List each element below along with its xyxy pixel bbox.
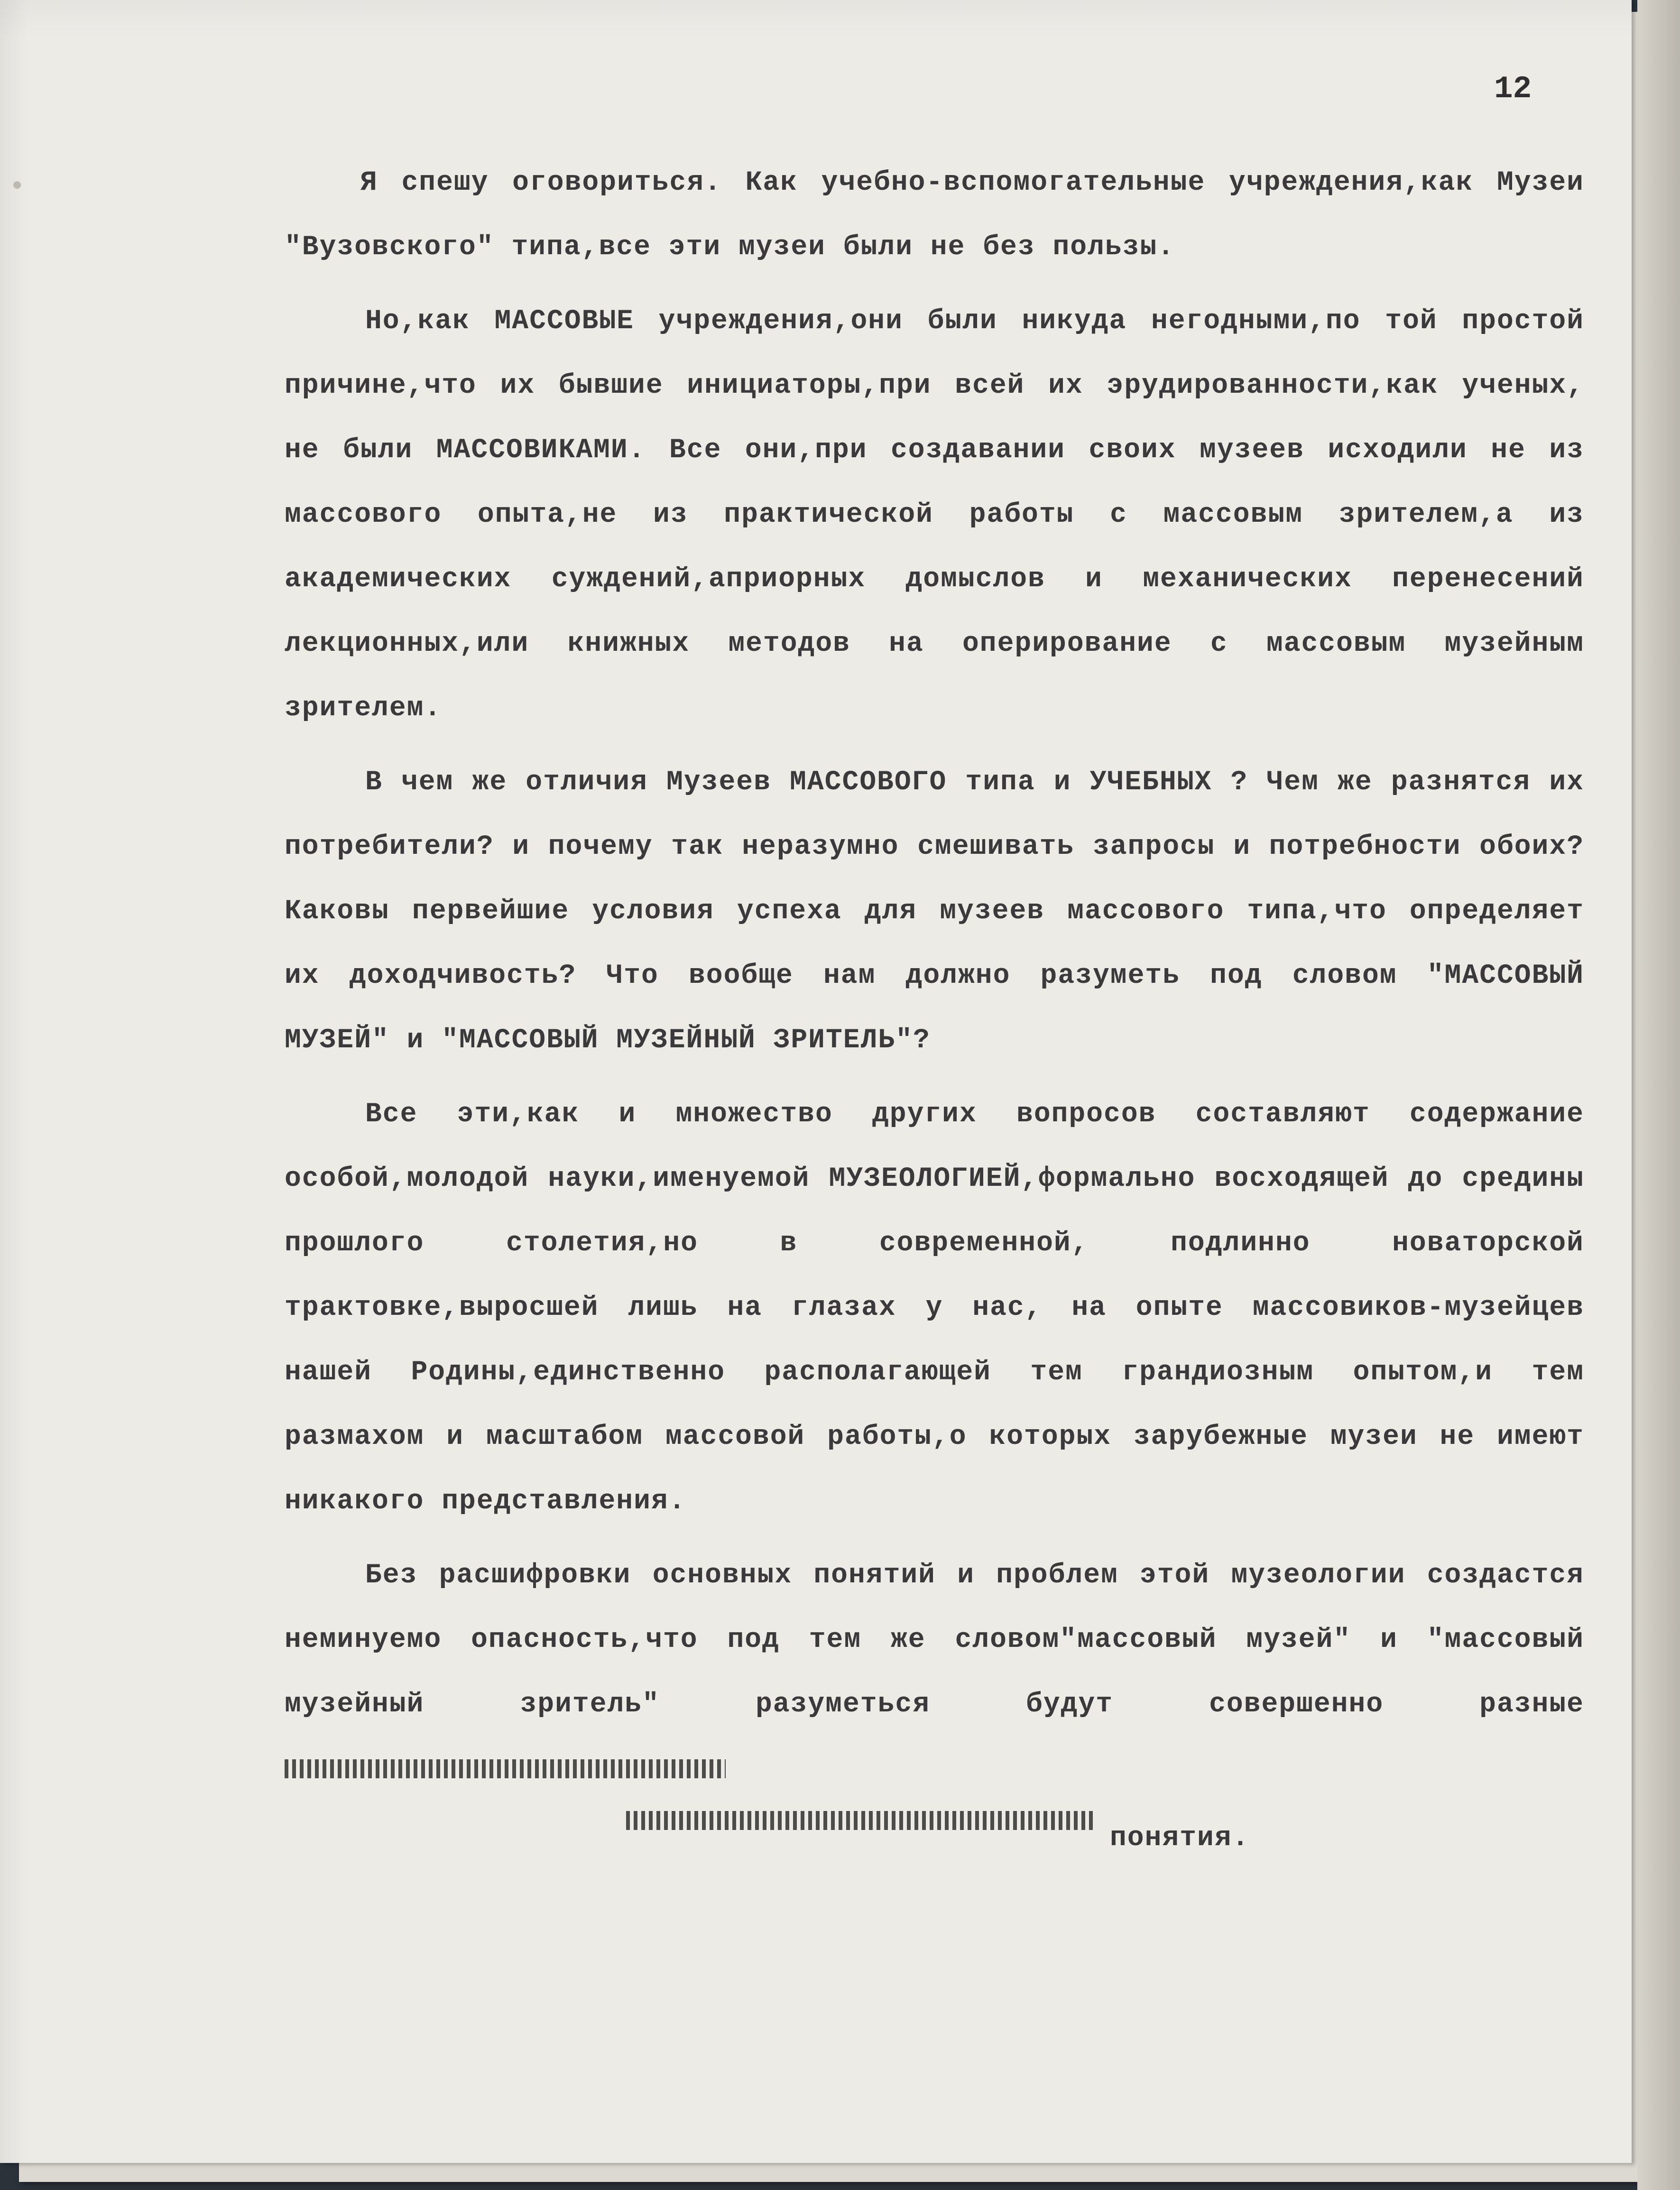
struck-out-line [285, 1806, 1584, 1854]
punch-hole-mark [13, 181, 21, 189]
paragraph-5-text: Без расшифровки основных понятий и проблем этой музеологии создастся неминуемо опасность,что под тем же словом"массовый музей" и "массовый музейный зритель" разуметься будут совершенно разные [285, 1560, 1584, 1720]
struck-out-text-line-2 [626, 1811, 1096, 1830]
paragraph-4: Все эти,как и множество других вопросов составляют содержание особой,молодой науки,именуемой МУЗЕОЛОГИЕЙ,формально восходящей до средины прошлого столетия,но в современной, подлинно новаторской трактовке,выросшей лишь на глазах у нас, на опыте массовиков-музейцев нашей Родины,единственно располагающей тем грандиозным опытом,и тем размахом и масштабом массовой работы,о которых зарубежные музеи не имеют никакого представления. [285, 1099, 1584, 1517]
paragraph-3: В чем же отличия Музеев МАССОВОГО типа и УЧЕБНЫХ ? Чем же разнятся их потребители? и почему так неразумно смешивать запросы и потребности обоих? Каковы первейшие условия успеха для музеев массового типа,что определяет их доходчивость? Что вообще нам должно разуметь под словом "МАССОВЫЙ МУЗЕЙ" и "МАССОВЫЙ МУЗЕЙНЫЙ ЗРИТЕЛЬ"? [285, 767, 1584, 1056]
struck-out-text [285, 1759, 726, 1778]
body-text [285, 151, 1584, 1854]
paragraph-5 [285, 1543, 1584, 1802]
paragraph-5-tail: понятия. [1110, 1823, 1250, 1854]
paragraph-2: Но,как МАССОВЫЕ учреждения,они были никуда негодными,по той простой причине,что их бывшие инициаторы,при всей их эрудированности,как ученых, не были МАССОВИКАМИ. Все они,при создавании своих музеев исходили не из массового опыта,не из практической работы с массовым зрителем,а из академических суждений,априорных домыслов и механических перенесений лекционных,или книжных методов на оперирование с массовым музейным зрителем. [285, 306, 1584, 724]
page-number: 12 [1494, 71, 1532, 107]
paragraph-1: Я спешу оговориться. Как учебно-вспомогательные учреждения,как Музеи "Вузовского" типа,все эти музеи были не без пользы. [285, 167, 1584, 263]
page-edge-strip [1637, 0, 1680, 2190]
